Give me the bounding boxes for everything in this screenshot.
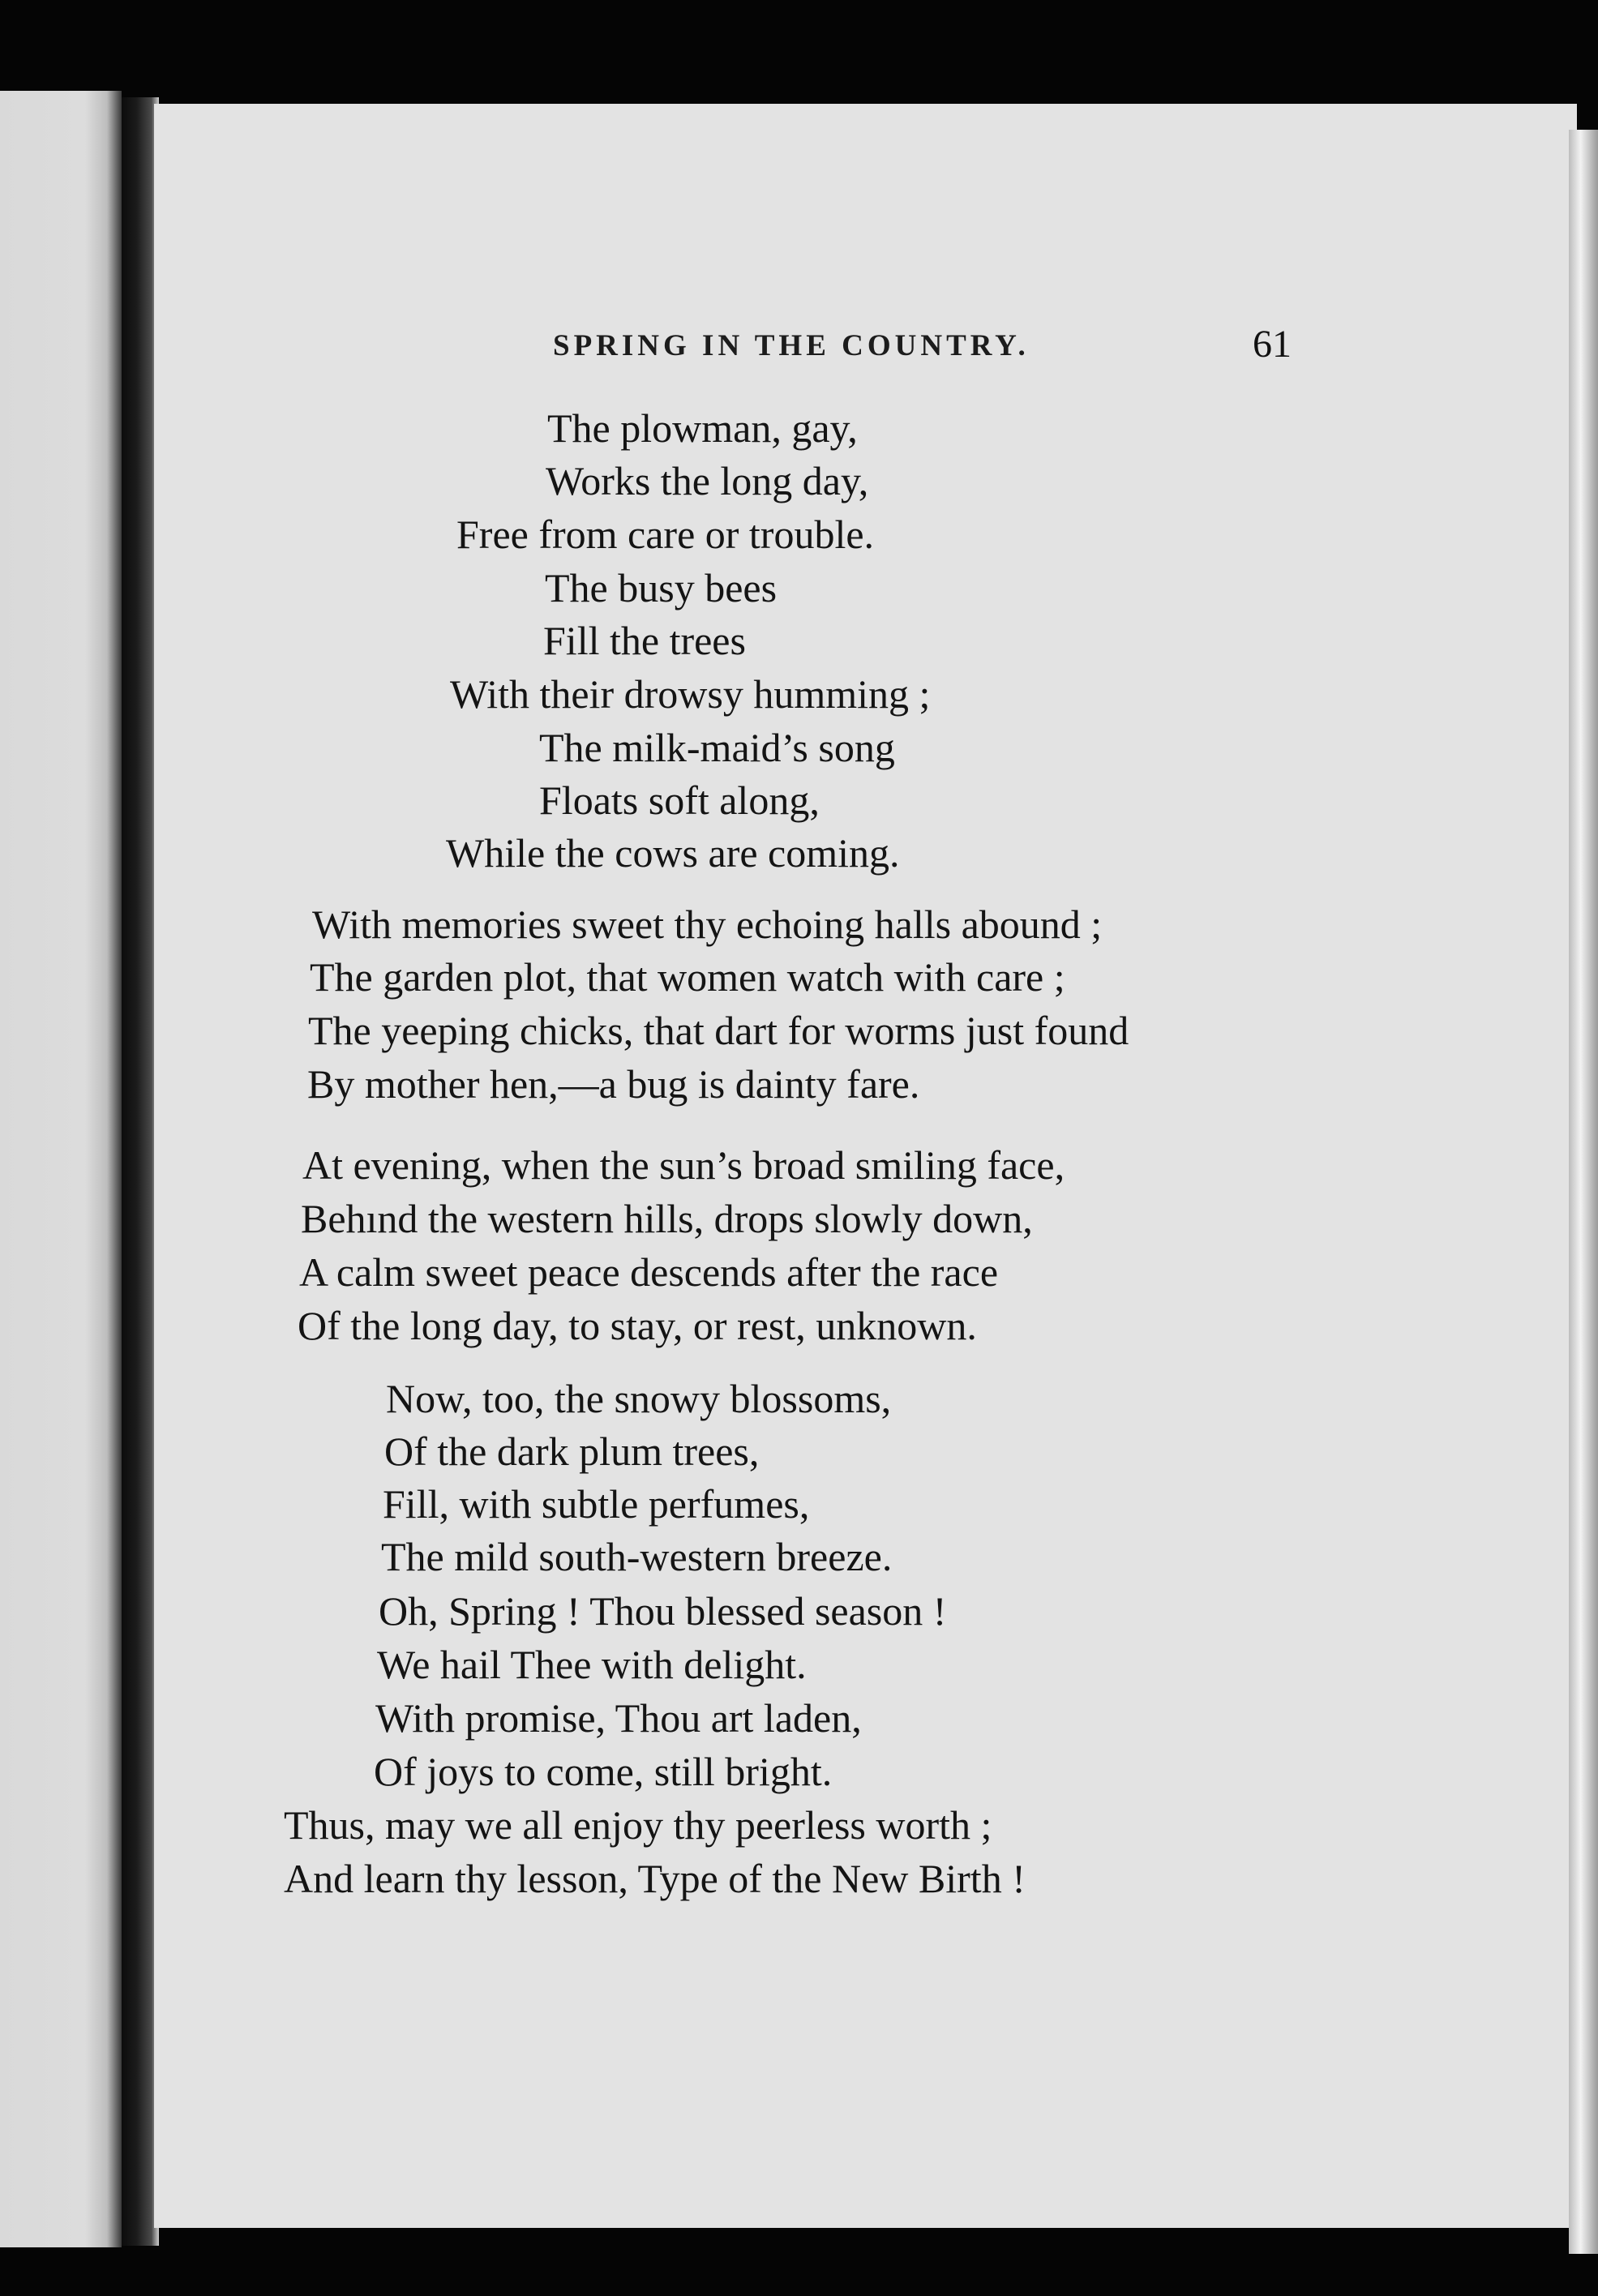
running-title: SPRING IN THE COUNTRY. [553, 329, 1030, 362]
poem-line: We hail Thee with delight. [377, 1642, 807, 1687]
poem-line: Of the dark plum trees, [384, 1429, 760, 1474]
poem-line: Of the long day, to stay, or rest, unknown. [298, 1303, 977, 1348]
poem-line: And learn thy lesson, Type of the New Birth ! [284, 1856, 1026, 1901]
poem-line: The garden plot, that women watch with care ; [310, 954, 1065, 1000]
page-edge [1569, 130, 1598, 2254]
poem-line: By mother hen,—a bug is dainty fare. [307, 1061, 920, 1107]
poem-line: Behınd the western hills, drops slowly down, [301, 1196, 1033, 1241]
poem-line: Floats soft along, [539, 777, 820, 823]
running-head [0, 323, 1598, 377]
page-number: 61 [1253, 323, 1292, 366]
poem-line: At evening, when the sun’s broad smiling face, [302, 1142, 1065, 1188]
poem-line: While the cows are coming. [446, 830, 900, 876]
poem-line: Of joys to come, still bright. [374, 1749, 833, 1794]
poem-line: The plowman, gay, [547, 405, 858, 451]
poem-line: Thus, may we all enjoy thy peerless worth ; [284, 1802, 992, 1848]
poem-line: The busy bees [545, 565, 778, 610]
poem-line: Fill the trees [543, 618, 746, 663]
poem-line: Fill, with subtle perfumes, [383, 1481, 810, 1527]
poem-line: With memories sweet thy echoing halls abound ; [312, 902, 1103, 947]
poem-line: The mild south-western breeze. [381, 1534, 893, 1579]
poem-line: Works the long day, [546, 458, 869, 503]
poem-line: Free from care or trouble. [456, 512, 875, 557]
poem-line: Oh, Spring ! Thou blessed season ! [379, 1588, 947, 1634]
poem-line: With promise, Thou art laden, [375, 1695, 862, 1741]
poem-line: With their drowsy humming ; [450, 671, 931, 717]
poem-line: The milk-maid’s song [539, 725, 895, 770]
poem-line: Now, too, the snowy blossoms, [386, 1376, 892, 1421]
poem-line: The yeeping chicks, that dart for worms just found [308, 1008, 1129, 1053]
previous-page-edge [0, 91, 122, 2247]
poem-line: A calm sweet peace descends after the race [299, 1249, 999, 1295]
